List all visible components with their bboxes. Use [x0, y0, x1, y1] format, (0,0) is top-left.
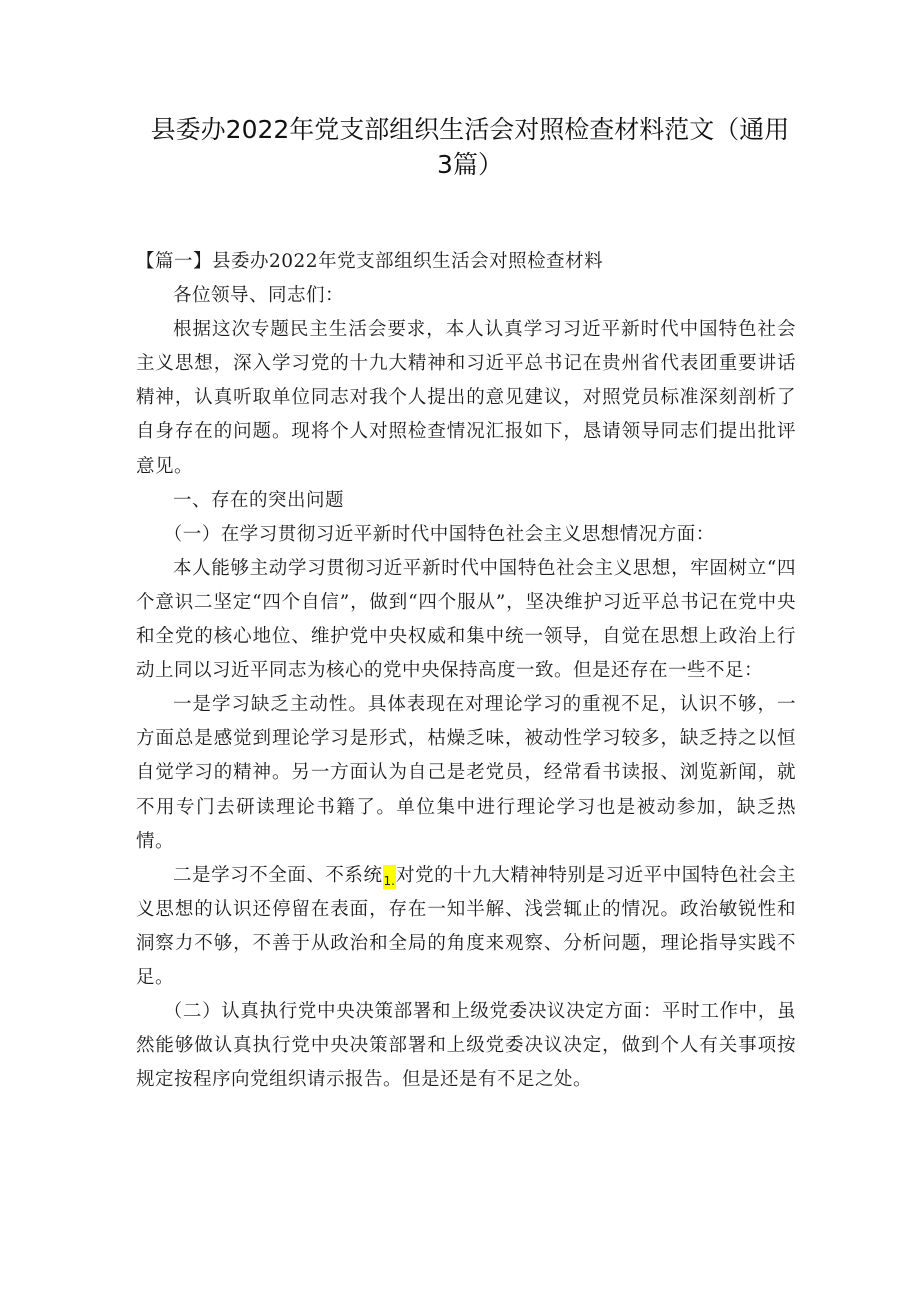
point-two-paragraph	[136, 859, 796, 995]
sub-two-paragraph: （二）认真执行党中央决策部署和上级党委决议决定方面：平时工作中，虽然能够做认真执行党中央决策部署和上级党委决议决定，做到个人有关事项按规定按程序向党组织请示报告。但是还是有不足之处。	[136, 1001, 796, 1091]
part-one-heading: 一、存在的突出问题	[173, 489, 345, 511]
sub-one-heading: （一）在学习贯彻习近平新时代中国特色社会主义思想情况方面：	[163, 523, 715, 545]
point-one-paragraph: 一是学习缺乏主动性。具体表现在对理论学习的重视不足，认识不够，一方面总是感觉到理论学习是形式，枯燥乏味，被动性学习较多，缺乏持之以恒自觉学习的精神。另一方面认为自己是老党员，经常看书读报、浏览新闻，就不用专门去研读理论书籍了。单位集中进行理论学习也是被动参加，缺乏热情。	[136, 694, 796, 852]
salutation: 各位领导、同志们：	[173, 285, 345, 307]
intro-paragraph: 根据这次专题民主生活会要求，本人认真学习习近平新时代中国特色社会主义思想，深入学习党的十九大精神和习近平总书记在贵州省代表团重要讲话精神，认真听取单位同志对我个人提出的意见建议，对照党员标准深刻剖析了自身存在的问题。现将个人对照检查情况汇报如下，恳请领导同志们提出批评意见。	[136, 319, 796, 477]
document-body	[136, 245, 796, 1097]
point-two-lead: 二是学习不全面、不系统	[173, 864, 383, 886]
section-heading: 【篇一】县委办2022年党支部组织生活会对照检查材料	[136, 251, 604, 272]
point-two-rest: 对党的十九大精神特别是习近平中国特色社会主义思想的认识还停留在表面，存在一知半解、浅尝辄止的情况。政治敏锐性和洞察力不够，不善于从政治和全局的角度来观察、分析问题，理论指导实践不足。	[136, 864, 796, 988]
document-title: 县委办2022年党支部组织生活会对照检查材料范文（通用3篇）	[150, 115, 790, 179]
highlight-marker: 1.	[383, 865, 396, 889]
sub-one-body: 本人能够主动学习贯彻习近平新时代中国特色社会主义思想，牢固树立“四个意识二坚定“四个自信”，做到“四个服从”，坚决维护习近平总书记在党中央和全党的核心地位、维护党中央权威和集中统一领导，自觉在思想上政治上行动上同以习近平同志为核心的党中央保持高度一致。但是还存在一些不足：	[136, 557, 796, 682]
